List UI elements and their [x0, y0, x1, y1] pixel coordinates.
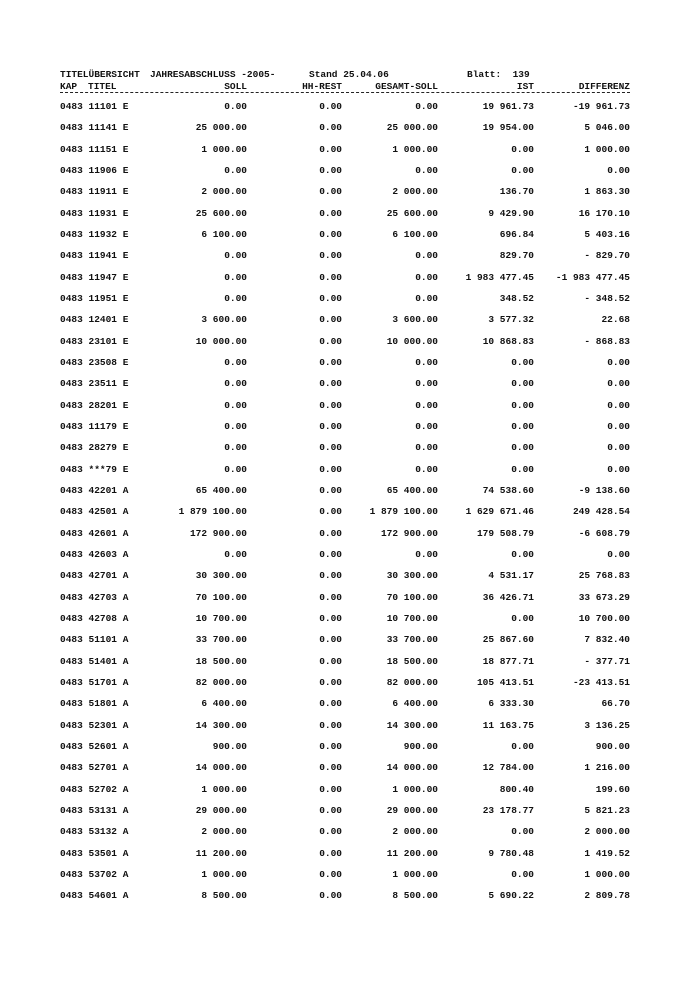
- cell-ist: 19 954.00: [482, 122, 534, 134]
- column-header-titel: TITEL: [88, 81, 117, 92]
- column-header-hh-rest: HH-REST: [302, 81, 342, 92]
- table-row: [0, 869, 700, 881]
- table-row: [0, 506, 700, 518]
- cell-differenz: 0.00: [607, 442, 630, 454]
- table-row: [0, 421, 700, 433]
- cell-hh-rest: 0.00: [319, 783, 342, 795]
- cell-soll: 2 000.00: [201, 186, 247, 198]
- cell-kap-titel: 0483 52601 A: [60, 740, 129, 752]
- cell-differenz: 5 821.23: [584, 804, 630, 816]
- cell-differenz: -19 961.73: [572, 101, 630, 112]
- cell-soll: 29 000.00: [195, 804, 247, 816]
- cell-gesamt-soll: 30 300.00: [386, 570, 438, 582]
- cell-ist: 0.00: [511, 399, 534, 411]
- cell-differenz: 0.00: [607, 164, 630, 176]
- table-row: [0, 762, 700, 774]
- cell-hh-rest: 0.00: [319, 122, 342, 134]
- cell-gesamt-soll: 11 200.00: [386, 847, 438, 859]
- cell-hh-rest: 0.00: [319, 271, 342, 283]
- cell-gesamt-soll: 1 879 100.00: [369, 506, 438, 518]
- cell-differenz: 1 000.00: [584, 143, 630, 155]
- cell-hh-rest: 0.00: [319, 164, 342, 176]
- cell-hh-rest: 0.00: [319, 101, 342, 112]
- cell-kap-titel: 0483 11911 E: [60, 186, 129, 198]
- cell-differenz: 249 428.54: [572, 506, 630, 518]
- table-row: [0, 122, 700, 134]
- table-row: [0, 613, 700, 625]
- cell-gesamt-soll: 0.00: [415, 442, 438, 454]
- cell-gesamt-soll: 33 700.00: [386, 634, 438, 646]
- table-row: [0, 293, 700, 305]
- cell-kap-titel: 0483 11101 E: [60, 101, 129, 112]
- table-row: [0, 698, 700, 710]
- cell-hh-rest: 0.00: [319, 740, 342, 752]
- cell-hh-rest: 0.00: [319, 378, 342, 390]
- cell-ist: 12 784.00: [482, 762, 534, 774]
- cell-kap-titel: 0483 42501 A: [60, 506, 129, 518]
- cell-gesamt-soll: 0.00: [415, 292, 438, 304]
- cell-differenz: 0.00: [607, 420, 630, 432]
- cell-ist: 696.84: [499, 228, 534, 240]
- table-row: [0, 890, 700, 902]
- cell-hh-rest: 0.00: [319, 442, 342, 454]
- table-row: [0, 208, 700, 220]
- cell-hh-rest: 0.00: [319, 484, 342, 496]
- cell-hh-rest: 0.00: [319, 698, 342, 710]
- cell-ist: 0.00: [511, 442, 534, 454]
- cell-soll: 25 000.00: [195, 122, 247, 134]
- cell-soll: 0.00: [224, 399, 247, 411]
- cell-differenz: 7 832.40: [584, 634, 630, 646]
- cell-ist: 19 961.73: [482, 101, 534, 112]
- cell-kap-titel: 0483 51101 A: [60, 634, 129, 646]
- table-row: [0, 592, 700, 604]
- cell-ist: 11 163.75: [482, 719, 534, 731]
- cell-hh-rest: 0.00: [319, 335, 342, 347]
- cell-soll: 8 500.00: [201, 890, 247, 902]
- cell-gesamt-soll: 0.00: [415, 101, 438, 112]
- table-row: [0, 101, 700, 113]
- cell-hh-rest: 0.00: [319, 548, 342, 560]
- cell-ist: 25 867.60: [482, 634, 534, 646]
- cell-soll: 3 600.00: [201, 314, 247, 326]
- cell-gesamt-soll: 10 000.00: [386, 335, 438, 347]
- cell-gesamt-soll: 8 500.00: [392, 890, 438, 902]
- cell-soll: 0.00: [224, 101, 247, 112]
- cell-kap-titel: 0483 52301 A: [60, 719, 129, 731]
- cell-ist: 136.70: [499, 186, 534, 198]
- cell-differenz: - 829.70: [584, 250, 630, 262]
- cell-kap-titel: 0483 11932 E: [60, 228, 129, 240]
- cell-differenz: 199.60: [595, 783, 630, 795]
- cell-ist: 105 413.51: [476, 676, 534, 688]
- cell-gesamt-soll: 900.00: [403, 740, 438, 752]
- cell-hh-rest: 0.00: [319, 826, 342, 838]
- cell-differenz: 2 809.78: [584, 890, 630, 902]
- cell-kap-titel: 0483 28279 E: [60, 442, 129, 454]
- cell-kap-titel: 0483 11931 E: [60, 207, 129, 219]
- cell-gesamt-soll: 3 600.00: [392, 314, 438, 326]
- cell-soll: 1 879 100.00: [178, 506, 247, 518]
- cell-soll: 0.00: [224, 548, 247, 560]
- column-header-gesamt-soll: GESAMT-SOLL: [375, 81, 438, 92]
- cell-hh-rest: 0.00: [319, 570, 342, 582]
- cell-ist: 348.52: [499, 292, 534, 304]
- table-row: [0, 314, 700, 326]
- cell-gesamt-soll: 70 100.00: [386, 591, 438, 603]
- cell-hh-rest: 0.00: [319, 634, 342, 646]
- cell-gesamt-soll: 14 000.00: [386, 762, 438, 774]
- cell-ist: 829.70: [499, 250, 534, 262]
- cell-soll: 0.00: [224, 292, 247, 304]
- cell-differenz: - 348.52: [584, 292, 630, 304]
- table-row: [0, 784, 700, 796]
- cell-hh-rest: 0.00: [319, 420, 342, 432]
- cell-kap-titel: 0483 23511 E: [60, 378, 129, 390]
- cell-hh-rest: 0.00: [319, 399, 342, 411]
- cell-ist: 179 508.79: [476, 527, 534, 539]
- cell-soll: 10 000.00: [195, 335, 247, 347]
- cell-gesamt-soll: 172 900.00: [380, 527, 438, 539]
- cell-kap-titel: 0483 11151 E: [60, 143, 129, 155]
- cell-kap-titel: 0483 11951 E: [60, 292, 129, 304]
- cell-gesamt-soll: 1 000.00: [392, 783, 438, 795]
- cell-soll: 25 600.00: [195, 207, 247, 219]
- cell-soll: 65 400.00: [195, 484, 247, 496]
- table-row: [0, 357, 700, 369]
- cell-ist: 800.40: [499, 783, 534, 795]
- cell-gesamt-soll: 25 600.00: [386, 207, 438, 219]
- cell-gesamt-soll: 2 000.00: [392, 826, 438, 838]
- table-row: [0, 464, 700, 476]
- cell-kap-titel: 0483 23508 E: [60, 356, 129, 368]
- table-row: [0, 528, 700, 540]
- cell-soll: 14 300.00: [195, 719, 247, 731]
- cell-ist: 0.00: [511, 548, 534, 560]
- cell-differenz: 10 700.00: [578, 612, 630, 624]
- cell-kap-titel: 0483 42603 A: [60, 548, 129, 560]
- cell-ist: 9 780.48: [488, 847, 534, 859]
- cell-hh-rest: 0.00: [319, 762, 342, 774]
- cell-kap-titel: 0483 11906 E: [60, 164, 129, 176]
- cell-soll: 70 100.00: [195, 591, 247, 603]
- cell-soll: 0.00: [224, 463, 247, 475]
- cell-differenz: 3 136.25: [584, 719, 630, 731]
- cell-gesamt-soll: 0.00: [415, 356, 438, 368]
- cell-gesamt-soll: 0.00: [415, 250, 438, 262]
- cell-hh-rest: 0.00: [319, 527, 342, 539]
- cell-ist: 0.00: [511, 868, 534, 880]
- table-row: [0, 826, 700, 838]
- cell-soll: 0.00: [224, 420, 247, 432]
- cell-kap-titel: 0483 53132 A: [60, 826, 129, 838]
- cell-ist: 3 577.32: [488, 314, 534, 326]
- cell-differenz: - 868.83: [584, 335, 630, 347]
- cell-hh-rest: 0.00: [319, 314, 342, 326]
- cell-kap-titel: 0483 ***79 E: [60, 463, 129, 475]
- cell-hh-rest: 0.00: [319, 655, 342, 667]
- header-divider: [60, 92, 630, 93]
- cell-ist: 0.00: [511, 143, 534, 155]
- cell-soll: 33 700.00: [195, 634, 247, 646]
- cell-hh-rest: 0.00: [319, 868, 342, 880]
- cell-soll: 11 200.00: [195, 847, 247, 859]
- cell-differenz: - 377.71: [584, 655, 630, 667]
- cell-gesamt-soll: 0.00: [415, 548, 438, 560]
- cell-kap-titel: 0483 51701 A: [60, 676, 129, 688]
- report-date: Stand 25.04.06: [309, 69, 389, 80]
- cell-hh-rest: 0.00: [319, 890, 342, 902]
- cell-differenz: 1 216.00: [584, 762, 630, 774]
- cell-kap-titel: 0483 11179 E: [60, 420, 129, 432]
- report-title: TITELÜBERSICHT: [60, 69, 140, 80]
- cell-kap-titel: 0483 23101 E: [60, 335, 129, 347]
- cell-differenz: 22.68: [601, 314, 630, 326]
- column-header-soll: SOLL: [224, 81, 247, 92]
- cell-hh-rest: 0.00: [319, 847, 342, 859]
- cell-kap-titel: 0483 12401 E: [60, 314, 129, 326]
- cell-ist: 6 333.30: [488, 698, 534, 710]
- cell-soll: 0.00: [224, 378, 247, 390]
- cell-kap-titel: 0483 11947 E: [60, 271, 129, 283]
- cell-gesamt-soll: 82 000.00: [386, 676, 438, 688]
- cell-gesamt-soll: 6 400.00: [392, 698, 438, 710]
- cell-kap-titel: 0483 11141 E: [60, 122, 129, 134]
- cell-soll: 0.00: [224, 164, 247, 176]
- cell-kap-titel: 0483 42201 A: [60, 484, 129, 496]
- table-row: [0, 848, 700, 860]
- cell-gesamt-soll: 65 400.00: [386, 484, 438, 496]
- table-row: [0, 378, 700, 390]
- cell-hh-rest: 0.00: [319, 356, 342, 368]
- table-row: [0, 442, 700, 454]
- cell-differenz: 1 419.52: [584, 847, 630, 859]
- cell-ist: 0.00: [511, 420, 534, 432]
- cell-soll: 0.00: [224, 442, 247, 454]
- cell-soll: 0.00: [224, 271, 247, 283]
- table-row: [0, 186, 700, 198]
- cell-kap-titel: 0483 11941 E: [60, 250, 129, 262]
- cell-gesamt-soll: 0.00: [415, 164, 438, 176]
- cell-ist: 36 426.71: [482, 591, 534, 603]
- table-row: [0, 485, 700, 497]
- cell-differenz: 66.70: [601, 698, 630, 710]
- cell-ist: 23 178.77: [482, 804, 534, 816]
- cell-differenz: 0.00: [607, 399, 630, 411]
- cell-soll: 0.00: [224, 250, 247, 262]
- cell-gesamt-soll: 0.00: [415, 463, 438, 475]
- table-row: [0, 229, 700, 241]
- cell-gesamt-soll: 0.00: [415, 378, 438, 390]
- cell-differenz: 1 000.00: [584, 868, 630, 880]
- cell-kap-titel: 0483 53501 A: [60, 847, 129, 859]
- table-row: [0, 720, 700, 732]
- cell-gesamt-soll: 29 000.00: [386, 804, 438, 816]
- cell-differenz: 5 403.16: [584, 228, 630, 240]
- cell-differenz: 33 673.29: [578, 591, 630, 603]
- cell-differenz: 16 170.10: [578, 207, 630, 219]
- cell-hh-rest: 0.00: [319, 207, 342, 219]
- cell-soll: 18 500.00: [195, 655, 247, 667]
- table-row: [0, 250, 700, 262]
- cell-soll: 0.00: [224, 356, 247, 368]
- column-header-kap: KAP: [60, 81, 78, 92]
- cell-gesamt-soll: 14 300.00: [386, 719, 438, 731]
- table-row: [0, 272, 700, 284]
- cell-ist: 0.00: [511, 612, 534, 624]
- cell-hh-rest: 0.00: [319, 676, 342, 688]
- cell-gesamt-soll: 1 000.00: [392, 868, 438, 880]
- cell-gesamt-soll: 25 000.00: [386, 122, 438, 134]
- cell-ist: 1 983 477.45: [465, 271, 534, 283]
- cell-ist: 18 877.71: [482, 655, 534, 667]
- cell-ist: 9 429.90: [488, 207, 534, 219]
- table-row: [0, 336, 700, 348]
- cell-differenz: -9 138.60: [578, 484, 630, 496]
- cell-differenz: 0.00: [607, 356, 630, 368]
- cell-kap-titel: 0483 54601 A: [60, 890, 129, 902]
- cell-hh-rest: 0.00: [319, 719, 342, 731]
- cell-hh-rest: 0.00: [319, 250, 342, 262]
- table-row: [0, 570, 700, 582]
- cell-hh-rest: 0.00: [319, 506, 342, 518]
- cell-kap-titel: 0483 51401 A: [60, 655, 129, 667]
- table-row: [0, 549, 700, 561]
- table-row: [0, 634, 700, 646]
- cell-kap-titel: 0483 42703 A: [60, 591, 129, 603]
- cell-kap-titel: 0483 28201 E: [60, 399, 129, 411]
- cell-gesamt-soll: 0.00: [415, 420, 438, 432]
- cell-soll: 900.00: [212, 740, 247, 752]
- cell-differenz: 5 046.00: [584, 122, 630, 134]
- cell-differenz: 0.00: [607, 548, 630, 560]
- cell-soll: 6 400.00: [201, 698, 247, 710]
- cell-kap-titel: 0483 42601 A: [60, 527, 129, 539]
- cell-differenz: -1 983 477.45: [555, 271, 630, 283]
- cell-ist: 10 868.83: [482, 335, 534, 347]
- cell-gesamt-soll: 1 000.00: [392, 143, 438, 155]
- page-number: Blatt: 139: [467, 69, 530, 80]
- cell-soll: 6 100.00: [201, 228, 247, 240]
- cell-hh-rest: 0.00: [319, 463, 342, 475]
- cell-differenz: 0.00: [607, 378, 630, 390]
- cell-ist: 74 538.60: [482, 484, 534, 496]
- cell-hh-rest: 0.00: [319, 292, 342, 304]
- cell-gesamt-soll: 2 000.00: [392, 186, 438, 198]
- table-row: [0, 741, 700, 753]
- cell-ist: 5 690.22: [488, 890, 534, 902]
- cell-ist: 4 531.17: [488, 570, 534, 582]
- cell-kap-titel: 0483 52701 A: [60, 762, 129, 774]
- table-row: [0, 677, 700, 689]
- cell-differenz: -23 413.51: [572, 676, 630, 688]
- table-row: [0, 144, 700, 156]
- table-row: [0, 165, 700, 177]
- cell-soll: 2 000.00: [201, 826, 247, 838]
- cell-soll: 1 000.00: [201, 143, 247, 155]
- cell-hh-rest: 0.00: [319, 228, 342, 240]
- cell-soll: 10 700.00: [195, 612, 247, 624]
- cell-ist: 0.00: [511, 826, 534, 838]
- cell-kap-titel: 0483 52702 A: [60, 783, 129, 795]
- cell-ist: 0.00: [511, 164, 534, 176]
- cell-ist: 0.00: [511, 740, 534, 752]
- cell-kap-titel: 0483 51801 A: [60, 698, 129, 710]
- cell-hh-rest: 0.00: [319, 186, 342, 198]
- column-header-ist: IST: [516, 81, 534, 92]
- cell-hh-rest: 0.00: [319, 612, 342, 624]
- cell-gesamt-soll: 6 100.00: [392, 228, 438, 240]
- table-row: [0, 656, 700, 668]
- cell-differenz: 25 768.83: [578, 570, 630, 582]
- report-subtitle: JAHRESABSCHLUSS -2005-: [150, 69, 276, 80]
- cell-ist: 0.00: [511, 378, 534, 390]
- table-row: [0, 400, 700, 412]
- cell-soll: 172 900.00: [189, 527, 247, 539]
- cell-hh-rest: 0.00: [319, 804, 342, 816]
- cell-gesamt-soll: 18 500.00: [386, 655, 438, 667]
- column-header-differenz: DIFFERENZ: [578, 81, 630, 92]
- cell-gesamt-soll: 0.00: [415, 399, 438, 411]
- cell-differenz: 2 000.00: [584, 826, 630, 838]
- cell-gesamt-soll: 0.00: [415, 271, 438, 283]
- cell-ist: 0.00: [511, 356, 534, 368]
- cell-differenz: 1 863.30: [584, 186, 630, 198]
- cell-hh-rest: 0.00: [319, 143, 342, 155]
- cell-soll: 1 000.00: [201, 868, 247, 880]
- cell-soll: 82 000.00: [195, 676, 247, 688]
- cell-soll: 14 000.00: [195, 762, 247, 774]
- table-row: [0, 805, 700, 817]
- cell-kap-titel: 0483 53131 A: [60, 804, 129, 816]
- cell-ist: 1 629 671.46: [465, 506, 534, 518]
- cell-soll: 30 300.00: [195, 570, 247, 582]
- cell-hh-rest: 0.00: [319, 591, 342, 603]
- cell-differenz: 900.00: [595, 740, 630, 752]
- cell-gesamt-soll: 10 700.00: [386, 612, 438, 624]
- cell-ist: 0.00: [511, 463, 534, 475]
- cell-kap-titel: 0483 53702 A: [60, 868, 129, 880]
- cell-differenz: -6 608.79: [578, 527, 630, 539]
- cell-kap-titel: 0483 42701 A: [60, 570, 129, 582]
- cell-differenz: 0.00: [607, 463, 630, 475]
- cell-soll: 1 000.00: [201, 783, 247, 795]
- cell-kap-titel: 0483 42708 A: [60, 612, 129, 624]
